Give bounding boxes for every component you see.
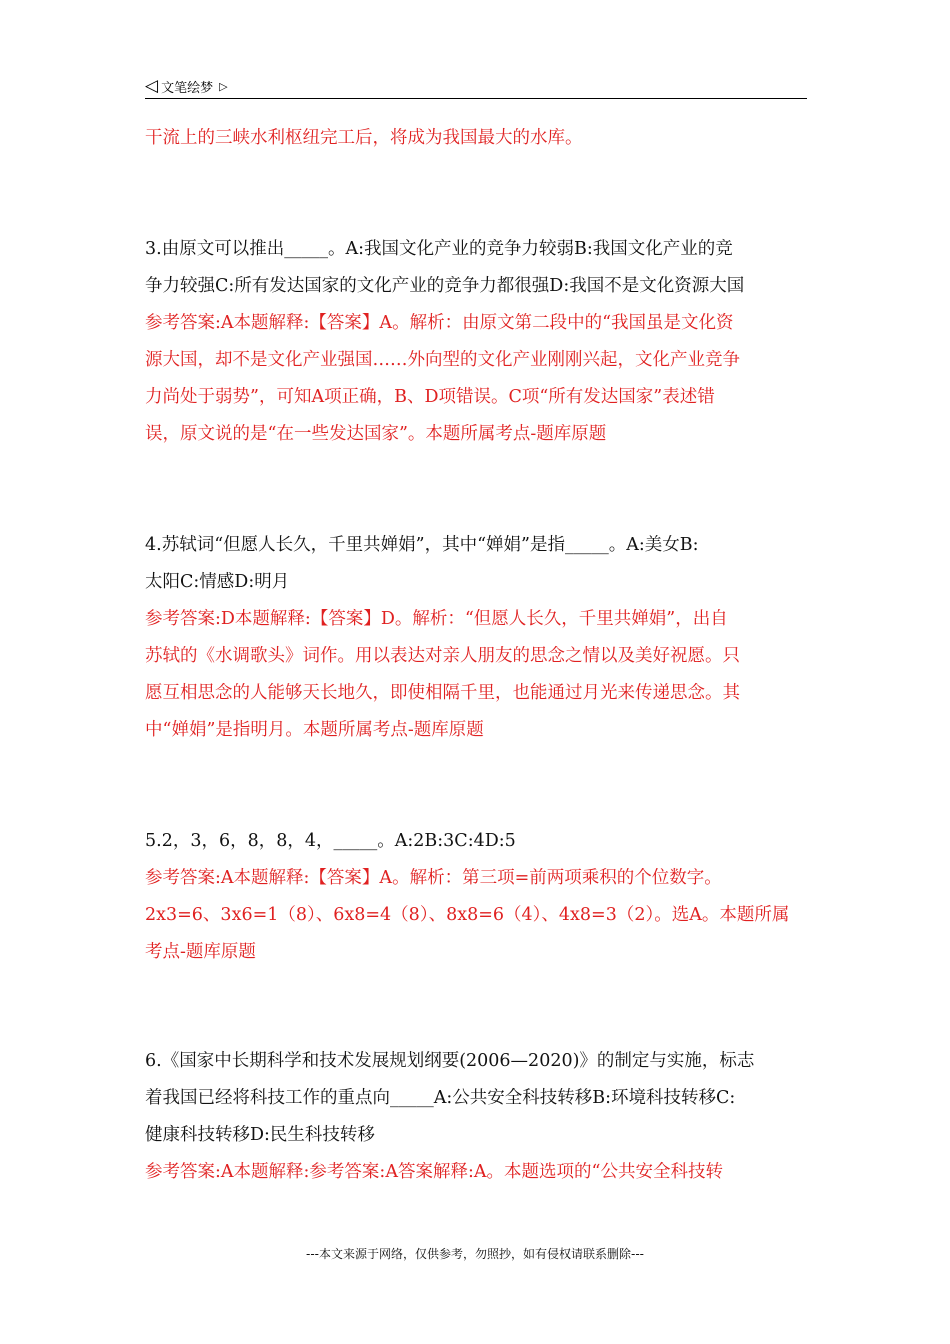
answer-line: 愿互相思念的人能够天长地久，即使相隔千里，也能通过月光来传递思念。其: [145, 683, 740, 703]
page-header: [145, 74, 807, 99]
answer-line: 苏轼的《水调歌头》词作。用以表达对亲人朋友的思念之情以及美好祝愿。只: [145, 646, 740, 666]
answer-line: 源大国，却不是文化产业强国……外向型的文化产业刚刚兴起，文化产业竞争: [145, 350, 740, 370]
answer-line: 误，原文说的是“在一些发达国家”。本题所属考点-题库原题: [145, 424, 607, 444]
answer-line: 2x3=6、3x6=1（8）、6x8=4（8）、8x8=6（4）、4x8=3（2）。选A。本题所属: [145, 905, 790, 925]
answer-line: 考点-题库原题: [145, 942, 256, 962]
triangle-left-icon: ◁: [145, 75, 159, 96]
question-6: [145, 1043, 810, 1191]
question-3: [145, 231, 810, 453]
triangle-right-icon: ▷: [219, 79, 228, 93]
page-footer: ---本文来源于网络，仅供参考，勿照抄，如有侵权请联系删除---: [306, 1247, 644, 1261]
question-line: 健康科技转移D:民生科技转移: [145, 1125, 375, 1145]
question-5: [145, 823, 810, 971]
answer-line: 参考答案:D本题解释:【答案】D。解析：“但愿人长久，千里共婵娟”，出自: [145, 609, 728, 629]
answer-line: 中“婵娟”是指明月。本题所属考点-题库原题: [145, 720, 484, 740]
question-line: 6.《国家中长期科学和技术发展规划纲要(2006—2020)》的制定与实施，标志: [145, 1051, 755, 1071]
question-4: [145, 527, 810, 749]
text-line: 干流上的三峡水利枢纽完工后，将成为我国最大的水库。: [145, 128, 583, 148]
answer-line: 力尚处于弱势”，可知A项正确，B、D项错误。C项“所有发达国家”表述错: [145, 387, 715, 407]
question-line: 3.由原文可以推出_____。A:我国文化产业的竞争力较弱B:我国文化产业的竞: [145, 239, 733, 259]
continuation-text: [145, 120, 810, 157]
question-line: 4.苏轼词“但愿人长久，千里共婵娟”，其中“婵娟”是指_____。A:美女B:: [145, 535, 699, 555]
header-title: 文笔绘梦: [161, 80, 214, 96]
question-line: 太阳C:情感D:明月: [145, 572, 290, 592]
answer-line: 参考答案:A本题解释:【答案】A。解析：由原文第二段中的“我国虽是文化资: [145, 313, 734, 333]
question-line: 着我国已经将科技工作的重点向_____A:公共安全科技转移B:环境科技转移C:: [145, 1088, 736, 1108]
answer-line: 参考答案:A本题解释:参考答案:A答案解释:A。本题选项的“公共安全科技转: [145, 1162, 723, 1182]
question-line: 争力较强C:所有发达国家的文化产业的竞争力都很强D:我国不是文化资源大国: [145, 276, 745, 296]
answer-line: 参考答案:A本题解释:【答案】A。解析：第三项=前两项乘积的个位数字。: [145, 868, 722, 888]
question-line: 5.2，3，6，8，8，4，_____。A:2B:3C:4D:5: [145, 831, 516, 851]
